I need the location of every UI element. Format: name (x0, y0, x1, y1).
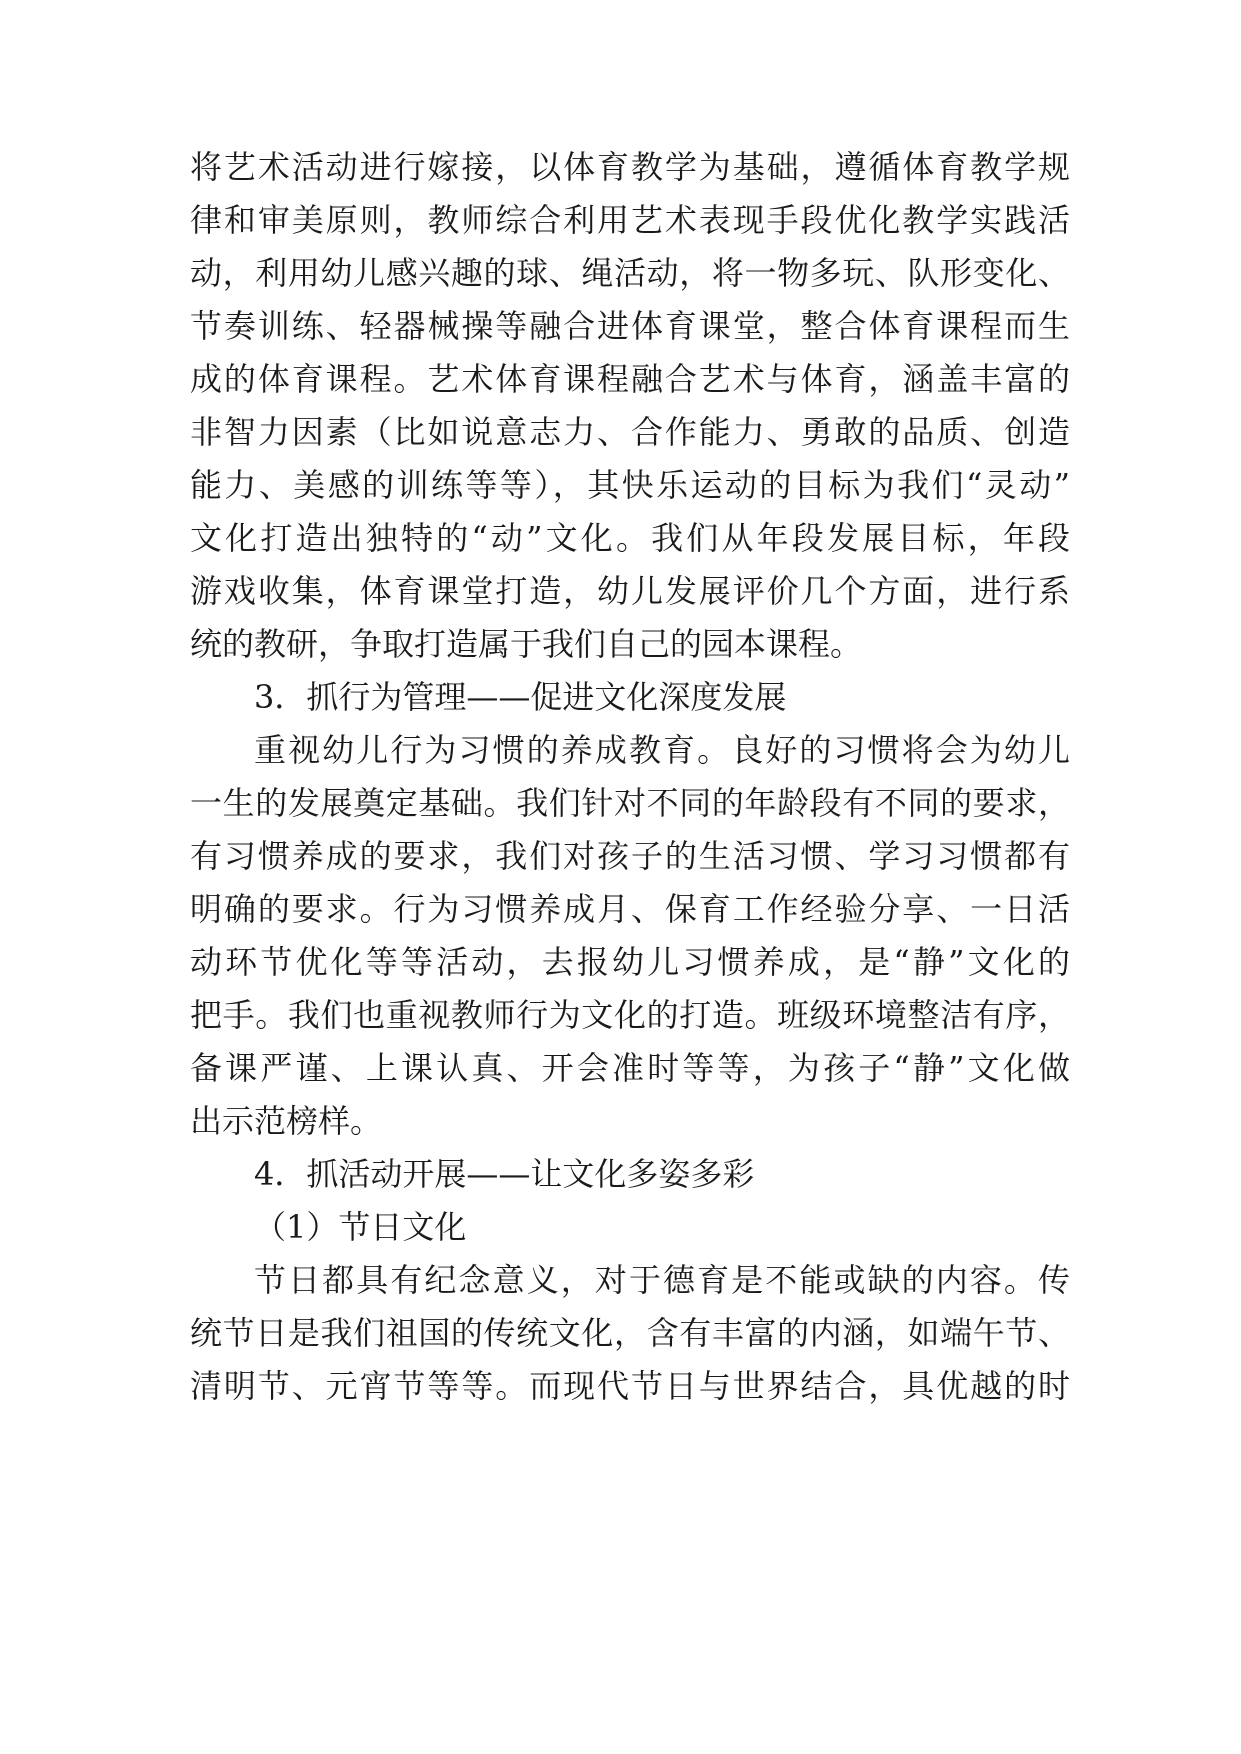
body-text-line: 文化打造出独特的“动”文化。我们从年段发展目标，年段 (190, 519, 1070, 557)
body-text-line: 一生的发展奠定基础。我们针对不同的年龄段有不同的要求， (190, 784, 1070, 822)
body-text-line: 清明节、元宵节等等。而现代节日与世界结合，具优越的时 (190, 1367, 1070, 1405)
body-text-line: 律和审美原则，教师综合利用艺术表现手段优化教学实践活 (190, 201, 1070, 239)
body-text-line: 统的教研，争取打造属于我们自己的园本课程。 (190, 625, 863, 663)
section-heading: 3．抓行为管理——促进文化深度发展 (254, 678, 787, 716)
body-text-line: 备课严谨、上课认真、开会准时等等，为孩子“静”文化做 (190, 1049, 1070, 1087)
body-text-line: 非智力因素（比如说意志力、合作能力、勇敢的品质、创造 (190, 413, 1070, 451)
paragraph-first-line: 节日都具有纪念意义，对于德育是不能或缺的内容。传 (254, 1261, 1070, 1299)
body-text-line: 明确的要求。行为习惯养成月、保育工作经验分享、一日活 (190, 890, 1070, 928)
body-text-line: 出示范榜样。 (190, 1102, 383, 1140)
body-text-line: 动环节优化等等活动，去报幼儿习惯养成，是“静”文化的 (190, 943, 1070, 981)
body-text-line: 成的体育课程。艺术体育课程融合艺术与体育，涵盖丰富的 (190, 360, 1070, 398)
body-text-line: 能力、美感的训练等等），其快乐运动的目标为我们“灵动” (190, 466, 1070, 504)
body-text-line: 游戏收集，体育课堂打造，幼儿发展评价几个方面，进行系 (190, 572, 1070, 610)
body-text-line: 把手。我们也重视教师行为文化的打造。班级环境整洁有序， (190, 996, 1070, 1034)
section-heading: 4．抓活动开展——让文化多姿多彩 (254, 1155, 755, 1193)
body-text-line: 有习惯养成的要求，我们对孩子的生活习惯、学习习惯都有 (190, 837, 1070, 875)
body-text-line: 动，利用幼儿感兴趣的球、绳活动，将一物多玩、队形变化、 (190, 254, 1070, 292)
body-text-line: 统节日是我们祖国的传统文化，含有丰富的内涵，如端午节、 (190, 1314, 1070, 1352)
body-text-line: 节奏训练、轻器械操等融合进体育课堂，整合体育课程而生 (190, 307, 1070, 345)
subsection-heading: （1）节日文化 (254, 1208, 467, 1246)
body-text-line: 将艺术活动进行嫁接，以体育教学为基础，遵循体育教学规 (190, 148, 1070, 186)
paragraph-first-line: 重视幼儿行为习惯的养成教育。良好的习惯将会为幼儿 (254, 731, 1070, 769)
